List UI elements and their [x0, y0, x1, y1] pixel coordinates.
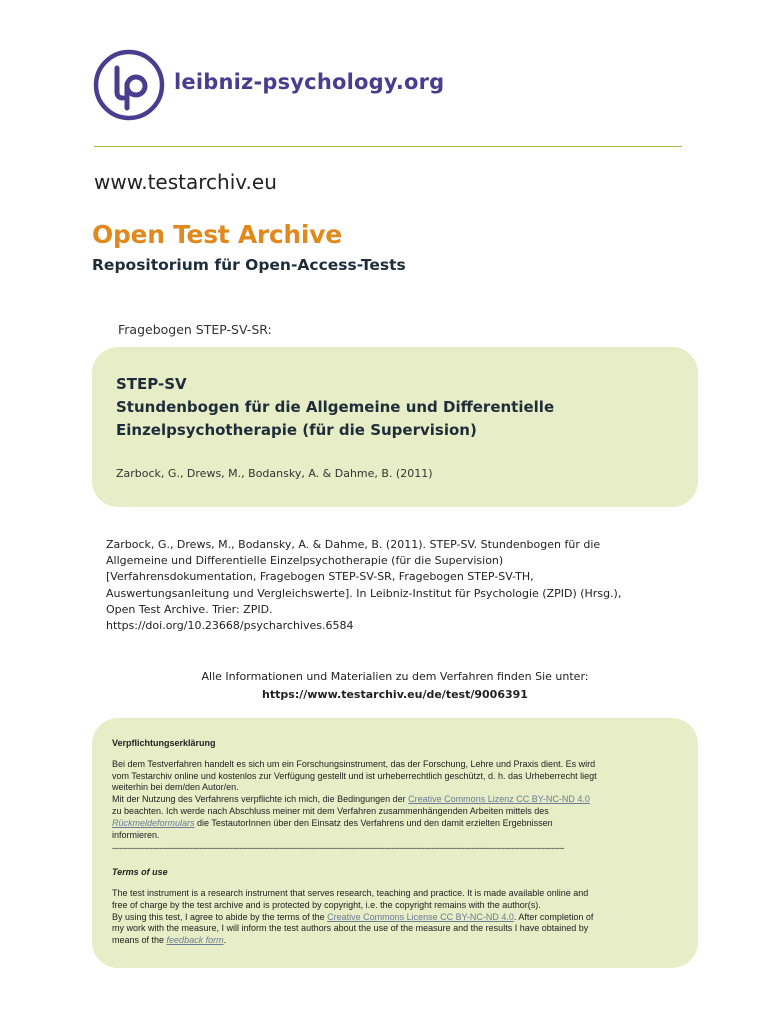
en-text-line: [112, 935, 678, 947]
en-feedback-link[interactable]: feedback form: [166, 935, 224, 946]
citation-line: Zarbock, G., Drews, M., Bodansky, A. & Dahme, B. (2011). STEP-SV. Stundenbogen für die: [106, 538, 601, 551]
citation: [106, 537, 666, 634]
en-text-segment: means of the: [112, 935, 167, 946]
de-license-link[interactable]: Creative Commons Lizenz CC BY-NC-ND 4.0: [408, 794, 590, 805]
en-heading: Terms of use: [112, 867, 168, 878]
en-text-line: my work with the measure, I will inform the test authors about the use of the measure and the results I have obtained by: [112, 923, 589, 934]
citation-doi-link[interactable]: https://doi.org/10.23668/psycharchives.6584: [106, 619, 354, 633]
logo-text: leibniz-psychology.org: [174, 70, 445, 94]
de-heading: Verpflichtungserklärung: [112, 738, 216, 748]
en-license-link[interactable]: Creative Commons License CC BY-NC-ND 4.0: [327, 911, 514, 922]
page-subtitle: Repositorium für Open-Access-Tests: [92, 256, 406, 274]
test-acronym: STEP-SV: [116, 375, 187, 393]
questionnaire-label: Fragebogen STEP-SV-SR:: [118, 322, 272, 337]
test-title-line-1: Stundenbogen für die Allgemeine und Differentielle: [116, 398, 555, 416]
de-feedback-link[interactable]: Rückmeldeformulars: [112, 817, 195, 828]
lp-logo-icon: [92, 48, 166, 122]
citation-line: Allgemeine und Differentielle Einzelpsychotherapie (für die Supervision): [106, 554, 504, 568]
en-text-line: free of charge by the test archive and is protected by copyright, i.e. the copyright remains with the author(s).: [112, 899, 541, 910]
de-text-line: vom Testarchiv online und kostenlos zur Verfügung gestellt und ist urheberrechtlich geschützt, d. h. das Urheberrecht liegt: [112, 770, 597, 781]
en-text-line: [112, 912, 678, 924]
info-text: Alle Informationen und Materialien zu dem Verfahren finden Sie unter:: [201, 670, 589, 683]
info-section: [92, 668, 698, 704]
de-text-segment: die TestautorInnen über den Einsatz des Verfahrens und den damit erzielten Ergebnissen: [194, 817, 553, 828]
site-url[interactable]: www.testarchiv.eu: [94, 170, 277, 194]
de-text-segment: Mit der Nutzung des Verfahrens verpflichte ich mich, die Bedingungen der: [112, 794, 409, 805]
logo: [92, 48, 444, 122]
citation-line: Open Test Archive. Trier: ZPID.: [106, 602, 273, 616]
test-title-box: [92, 347, 698, 507]
en-text-segment: .: [223, 935, 227, 946]
en-text-line: The test instrument is a research instrument that serves research, teaching and practice. It is made available online and: [112, 887, 589, 898]
citation-line: [Verfahrensdokumentation, Fragebogen STEP-SV-SR, Fragebogen STEP-SV-TH,: [106, 570, 534, 584]
test-authors: Zarbock, G., Drews, M., Bodansky, A. & Dahme, B. (2011): [116, 467, 433, 480]
de-text-line: Bei dem Testverfahren handelt es sich um ein Forschungsinstrument, das der Forschung, Lehre und Praxis dient. Es wird: [112, 758, 596, 769]
de-text-line: [112, 818, 678, 830]
page-title: Open Test Archive: [92, 220, 342, 249]
en-text-segment: By using this test, I agree to abide by the terms of the: [112, 911, 328, 922]
de-text-line: zu beachten. Ich werde nach Abschluss meiner mit dem Verfahren zusammenhängenden Arbeiten mittels des: [112, 805, 549, 816]
en-text-segment: . After completion of: [513, 911, 594, 922]
de-text-line: weiterhin bei dem/den Autor/en.: [112, 782, 239, 793]
header-divider: [94, 146, 682, 147]
test-title-line-2: Einzelpsychotherapie (für die Supervision): [116, 421, 477, 439]
de-text-line: [112, 794, 678, 806]
separator: -------------------------------------------------------------------------------------------------------------------------------------------------------------------------------------: [112, 843, 564, 854]
citation-line: Auswertungsanleitung und Vergleichswerte]. In Leibniz-Institut für Psychologie (ZPID) (Hrsg.),: [106, 586, 622, 600]
terms-box: [92, 718, 698, 968]
test-url-link[interactable]: https://www.testarchiv.eu/de/test/9006391: [262, 688, 528, 701]
de-text-line: informieren.: [112, 829, 160, 840]
